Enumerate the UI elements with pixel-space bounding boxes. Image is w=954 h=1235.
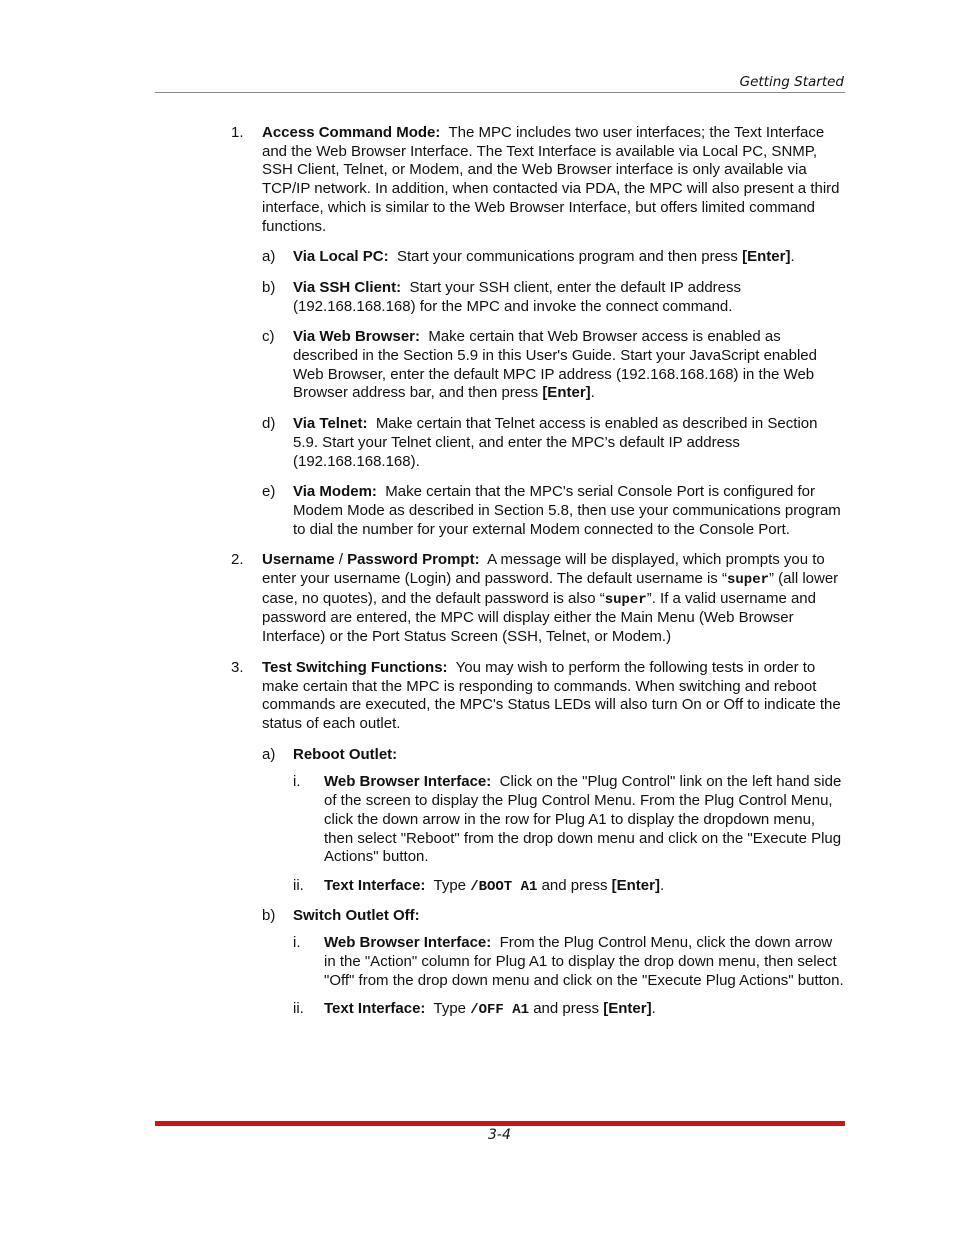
list-marker: e) [262,483,276,501]
off-command: /OFF A1 [470,1002,530,1019]
list-item-via-modem [0,483,954,539]
default-password: super [604,591,647,608]
list-item-off-web-browser [0,934,954,990]
item-title: Web Browser Interface: [324,934,492,952]
list-marker: d) [262,415,276,433]
item-body: You may wish to perform the following tests in order to make certain that the MPC is responding to commands. When switching and reboot commands are executed, the MPC's Status LEDs will also turn On or Off to indicate the status of each outlet. [262,658,841,732]
list-item-test-switching [0,659,954,734]
list-marker: 1. [231,124,244,141]
item-title: Via SSH Client: [293,278,402,296]
list-marker: b) [262,906,276,924]
list-marker: ii. [293,876,304,894]
list-marker: 3. [231,658,244,676]
item-title: Via Modem: [293,483,377,501]
running-header: Getting Started [739,74,844,90]
slash: / [334,551,348,569]
enter-key: [Enter] [611,876,660,894]
punctuation: . [659,876,665,894]
item-title: Access Command Mode: [262,124,441,141]
list-marker: i. [293,934,301,952]
item-body: Make certain that Web Browser access is enabled as described in the Section 5.9 in this User's Guide. Start your JavaScript enabled Web Browser, enter the default MPC IP address (192.168.168.168) in the Web Browser address bar, and then press [293,328,817,402]
item-body: Start your communications program and then press [396,248,738,266]
item-body-end: ”. If a valid username and password are entered, the MPC will display either the Main Menu (Web Browser Interface) or the Port Status Screen (SSH, Telnet, or Modem.) [262,589,816,646]
list-item-off-text-interface [0,1000,954,1020]
item-title-password: Password Prompt: [347,551,480,569]
item-body-cont: ” (all lower case, no quotes), and the default password is also “ [262,570,839,607]
list-marker: a) [262,745,276,763]
boot-command: /BOOT A1 [470,878,538,895]
list-item-reboot-web-browser [0,773,954,867]
item-title: Via Web Browser: [293,328,420,346]
item-body: A message will be displayed, which prompts you to enter your username (Login) and password. The default username is “ [262,551,825,588]
list-marker: a) [262,248,276,266]
list-item-access-command-mode [0,124,954,236]
item-title: Reboot Outlet: [293,745,398,763]
enter-key: [Enter] [542,384,591,402]
list-marker: c) [262,328,275,346]
punctuation: . [590,384,595,402]
item-title-username: Username [262,551,335,569]
footer-rule [155,1121,845,1126]
item-body: Click on the "Plug Control" link on the left hand side of the screen to display the Plug Control Menu. From the Plug Control Menu, click the down arrow in the row for Plug A1 to display the dropdown menu, then select "Reboot" from the drop down menu and click on the "Execute Plug Actions" button. [324,773,842,866]
document-body [0,124,954,1030]
list-marker: 2. [231,551,244,569]
default-username: super [726,572,769,589]
punctuation: . [651,1000,656,1018]
enter-key: [Enter] [603,1000,652,1018]
list-item-switch-outlet-off [0,907,954,926]
list-item-username-password [0,551,954,647]
item-title: Via Local PC: [293,248,389,266]
list-item-via-web-browser [0,328,954,403]
item-body: From the Plug Control Menu, click the down arrow in the "Action" column for Plug A1 to display the drop down menu, then select "Off" from the drop down menu and click on the "Execute Plug Actions" button. [324,934,844,989]
list-item-via-telnet [0,415,954,471]
type-word: Type [433,876,467,894]
list-marker: b) [262,278,276,296]
item-body: and press [541,876,608,894]
list-item-reboot-text-interface [0,877,954,897]
item-body: Start your SSH client, enter the default IP address (192.168.168.168) for the MPC and invoke the connect command. [293,278,742,315]
item-body: Make certain that Telnet access is enabled as described in Section 5.9. Start your Telnet client, and enter the MPC’s default IP address (192.168.168.168). [293,415,818,470]
item-title: Via Telnet: [293,415,368,433]
item-body: and press [533,1000,600,1018]
punctuation: . [790,248,795,266]
page-number: 3-4 [488,1127,511,1143]
header-divider [155,92,845,93]
item-title: Text Interface: [324,1000,426,1018]
list-item-via-local-pc [0,248,954,267]
list-marker: i. [293,773,301,791]
item-title: Test Switching Functions: [262,658,448,676]
list-item-via-ssh-client [0,279,954,316]
list-item-reboot-outlet [0,746,954,765]
enter-key: [Enter] [742,248,791,266]
item-title: Switch Outlet Off: [293,906,420,924]
item-body: Make certain that the MPC's serial Console Port is configured for Modem Mode as described in Section 5.8, then use your communications program to dial the number for your external Modem connected to the Console Port. [293,483,841,538]
type-word: Type [433,1000,467,1018]
item-title: Text Interface: [324,876,426,894]
list-marker: ii. [293,1000,304,1018]
item-body: The MPC includes two user interfaces; the Text Interface and the Web Browser Interface. The Text Interface is available via Local PC, SNMP, SSH Client, Telnet, or Modem, and the Web Browser interface is only available via TCP/IP network. In addition, when contacted via PDA, the MPC will also present a third interface, which is similar to the Web Browser Interface, but offers limited command functions. [262,124,840,235]
item-title: Web Browser Interface: [324,773,492,791]
